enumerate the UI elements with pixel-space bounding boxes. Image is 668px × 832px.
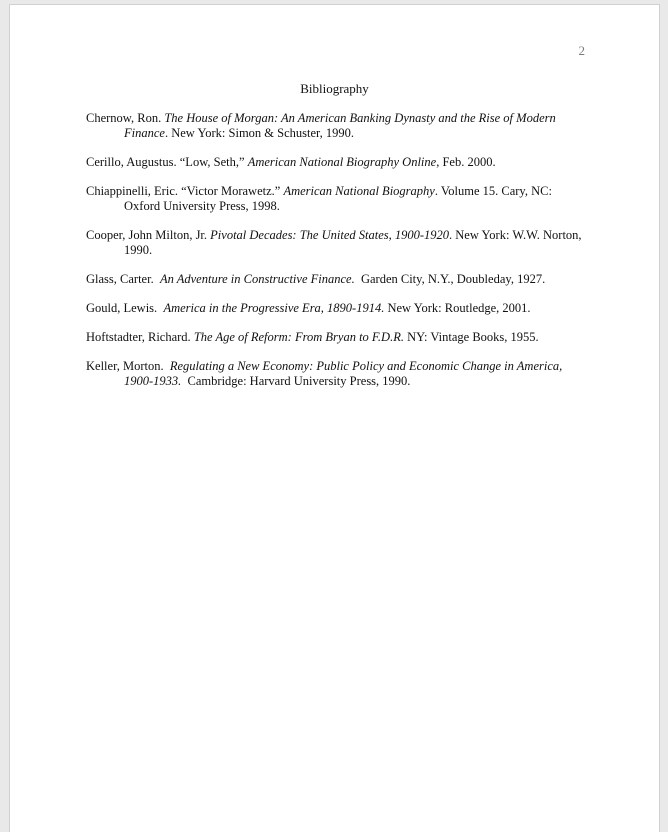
entry-author: Gould, Lewis. (86, 301, 164, 315)
entry-publication: , Feb. 2000. (436, 155, 496, 169)
entry-publication: Cambridge: Harvard University Press, 1990. (181, 374, 411, 388)
entry-author: Cooper, John Milton, Jr. (86, 228, 211, 242)
entry-publication: . New York: Simon & Schuster, 1990. (164, 126, 355, 140)
page-number: 2 (578, 43, 585, 58)
bibliography-entry (86, 301, 586, 316)
entry-author: Hoftstadter, Richard. (86, 330, 194, 344)
entry-publication: . New York: W.W. Norton, 1990. (124, 228, 585, 257)
entry-publication: NY: Vintage Books, 1955. (403, 330, 539, 344)
entry-work-title: The House of Morgan: An American Banking Dynasty and the Rise of Modern Finance (124, 111, 559, 140)
bibliography-entry (86, 228, 586, 258)
entry-publication: New York: Routledge, 2001. (384, 301, 531, 315)
entry-author: Chernow, Ron. (86, 111, 165, 125)
bibliography-entry (86, 155, 586, 170)
bibliography-entry (86, 111, 586, 141)
entry-author: Keller, Morton. (86, 359, 170, 373)
entry-work-title: Regulating a New Economy: Public Policy and Economic Change in America, 1900-1933. (124, 359, 566, 388)
document-page (9, 4, 660, 832)
bibliography-entry (86, 330, 586, 345)
bibliography-list (86, 111, 586, 403)
entry-author: Chiappinelli, Eric. “Victor Morawetz.” (86, 184, 284, 198)
entry-work-title: The Age of Reform: From Bryan to F.D.R. (193, 330, 404, 344)
bibliography-entry (86, 359, 586, 389)
entry-work-title: Pivotal Decades: The United States, 1900-1920 (210, 228, 450, 242)
entry-work-title: American National Biography Online (247, 155, 437, 169)
bibliography-entry (86, 184, 586, 214)
bibliography-entry (86, 272, 586, 287)
entry-author: Cerillo, Augustus. “Low, Seth,” (86, 155, 248, 169)
entry-author: Glass, Carter. (86, 272, 160, 286)
bibliography-heading: Bibliography (300, 81, 369, 96)
entry-work-title: America in the Progressive Era, 1890-1914. (163, 301, 385, 315)
entry-work-title: An Adventure in Constructive Finance. (159, 272, 355, 286)
entry-publication: Garden City, N.Y., Doubleday, 1927. (354, 272, 546, 286)
entry-work-title: American National Biography (283, 184, 435, 198)
entry-publication: . Volume 15. Cary, NC: Oxford University Press, 1998. (124, 184, 556, 213)
